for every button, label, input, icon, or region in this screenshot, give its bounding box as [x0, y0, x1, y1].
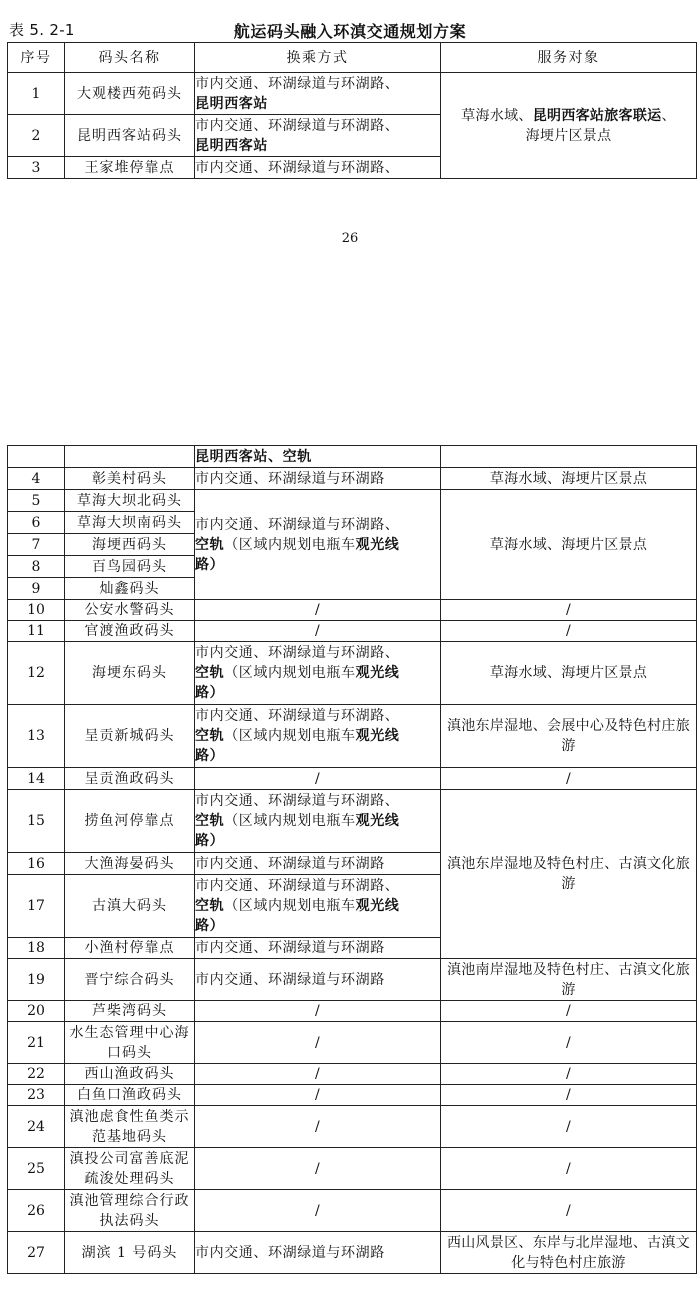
table-row [8, 490, 697, 512]
row-no: 20 [8, 1001, 65, 1022]
row-no: 8 [8, 556, 65, 578]
row-name: 西山渔政码头 [65, 1064, 195, 1085]
row-transfer: / [195, 1148, 441, 1190]
row-service: / [441, 1064, 697, 1085]
table-row [8, 468, 697, 490]
row-service [441, 446, 697, 468]
row-no: 10 [8, 600, 65, 621]
row-name: 官渡渔政码头 [65, 621, 195, 642]
table-caption [0, 0, 700, 42]
table-row [8, 790, 697, 853]
header-no: 序号 [8, 43, 65, 73]
table-row [8, 1085, 697, 1106]
row-transfer: 市内交通、环湖绿道与环湖路、 [195, 157, 441, 179]
row-service: / [441, 600, 697, 621]
row-no: 15 [8, 790, 65, 853]
row-transfer: 市内交通、环湖绿道与环湖路、 空轨（区域内规划电瓶车观光线 路） [195, 642, 441, 705]
row-no: 9 [8, 578, 65, 600]
row-name: 大渔海晏码头 [65, 853, 195, 875]
row-name: 草海大坝南码头 [65, 512, 195, 534]
row-name: 彰美村码头 [65, 468, 195, 490]
row-service: 草海水域、昆明西客站旅客联运、 海埂片区景点 [441, 73, 697, 179]
row-no: 17 [8, 875, 65, 938]
table-row [8, 1106, 697, 1148]
row-name: 灿鑫码头 [65, 578, 195, 600]
row-transfer: / [195, 1190, 441, 1232]
row-name: 百鸟园码头 [65, 556, 195, 578]
row-transfer: 市内交通、环湖绿道与环湖路 [195, 1232, 441, 1274]
row-transfer: 市内交通、环湖绿道与环湖路、 空轨（区域内规划电瓶车观光线 路） [195, 705, 441, 768]
row-name: 王家堆停靠点 [65, 157, 195, 179]
table-row [8, 621, 697, 642]
header-name: 码头名称 [65, 43, 195, 73]
row-transfer: / [195, 768, 441, 790]
row-no: 24 [8, 1106, 65, 1148]
row-no: 1 [8, 73, 65, 115]
row-name: 呈贡新城码头 [65, 705, 195, 768]
row-name: 古滇大码头 [65, 875, 195, 938]
row-no: 13 [8, 705, 65, 768]
row-no: 21 [8, 1022, 65, 1064]
row-transfer: / [195, 621, 441, 642]
table-row [8, 1232, 697, 1274]
row-service: / [441, 621, 697, 642]
row-name: 草海大坝北码头 [65, 490, 195, 512]
row-no: 4 [8, 468, 65, 490]
row-name: 海埂西码头 [65, 534, 195, 556]
row-name: 湖滨 1 号码头 [65, 1232, 195, 1274]
row-transfer: / [195, 1106, 441, 1148]
row-transfer: 市内交通、环湖绿道与环湖路、 空轨（区域内规划电瓶车观光线 路） [195, 490, 441, 600]
row-service: / [441, 1190, 697, 1232]
row-transfer: 昆明西客站、空轨 [195, 446, 441, 468]
table-row-continuation [8, 446, 697, 468]
table-number: 表 5. 2-1 [9, 21, 75, 39]
row-name: 小渔村停靠点 [65, 938, 195, 959]
row-transfer: 市内交通、环湖绿道与环湖路 [195, 468, 441, 490]
row-no: 6 [8, 512, 65, 534]
row-name: 晋宁综合码头 [65, 959, 195, 1001]
row-no: 18 [8, 938, 65, 959]
row-no: 23 [8, 1085, 65, 1106]
header-service: 服务对象 [441, 43, 697, 73]
table-row [8, 705, 697, 768]
row-name: 海埂东码头 [65, 642, 195, 705]
row-service: 滇池东岸湿地、会展中心及特色村庄旅游 [441, 705, 697, 768]
row-name: 滇池虑食性鱼类示范基地码头 [65, 1106, 195, 1148]
row-no: 5 [8, 490, 65, 512]
row-service: / [441, 768, 697, 790]
table-row [8, 1001, 697, 1022]
header-transfer: 换乘方式 [195, 43, 441, 73]
row-transfer: / [195, 1022, 441, 1064]
row-service: 草海水域、海埂片区景点 [441, 490, 697, 600]
row-transfer: 市内交通、环湖绿道与环湖路、 空轨（区域内规划电瓶车观光线 路） [195, 875, 441, 938]
page-number: 26 [341, 231, 359, 246]
row-name: 水生态管理中心海口码头 [65, 1022, 195, 1064]
row-service: 西山风景区、东岸与北岸湿地、古滇文化与特色村庄旅游 [441, 1232, 697, 1274]
row-service: / [441, 1022, 697, 1064]
row-service: / [441, 1106, 697, 1148]
row-name: 白鱼口渔政码头 [65, 1085, 195, 1106]
table-row [8, 642, 697, 705]
table-part-1 [7, 42, 697, 179]
table-row [8, 768, 697, 790]
row-transfer: 市内交通、环湖绿道与环湖路 [195, 959, 441, 1001]
row-no: 26 [8, 1190, 65, 1232]
row-no: 14 [8, 768, 65, 790]
table-row [8, 1148, 697, 1190]
row-name: 芦柴湾码头 [65, 1001, 195, 1022]
row-service: / [441, 1148, 697, 1190]
row-no: 22 [8, 1064, 65, 1085]
row-no: 12 [8, 642, 65, 705]
row-service: 草海水域、海埂片区景点 [441, 468, 697, 490]
row-service: 草海水域、海埂片区景点 [441, 642, 697, 705]
row-no [8, 446, 65, 468]
row-transfer: 市内交通、环湖绿道与环湖路、 空轨（区域内规划电瓶车观光线 路） [195, 790, 441, 853]
row-name: 公安水警码头 [65, 600, 195, 621]
row-name: 大观楼西苑码头 [65, 73, 195, 115]
row-transfer: 市内交通、环湖绿道与环湖路 [195, 853, 441, 875]
table-title: 航运码头融入环滇交通规划方案 [233, 22, 467, 41]
row-name: 捞鱼河停靠点 [65, 790, 195, 853]
row-no: 16 [8, 853, 65, 875]
row-transfer: 市内交通、环湖绿道与环湖路、 昆明西客站 [195, 73, 441, 115]
row-service: 滇池南岸湿地及特色村庄、古滇文化旅游 [441, 959, 697, 1001]
table-part-2 [7, 445, 697, 1274]
row-service: / [441, 1001, 697, 1022]
row-transfer: 市内交通、环湖绿道与环湖路 [195, 938, 441, 959]
row-no: 2 [8, 115, 65, 157]
table-row [8, 959, 697, 1001]
table-row [8, 1190, 697, 1232]
table-row [8, 600, 697, 621]
row-no: 19 [8, 959, 65, 1001]
row-no: 25 [8, 1148, 65, 1190]
row-no: 7 [8, 534, 65, 556]
table-row [8, 73, 697, 115]
table-row [8, 1064, 697, 1085]
table-header-row [8, 43, 697, 73]
row-transfer: / [195, 600, 441, 621]
row-no: 11 [8, 621, 65, 642]
row-transfer: / [195, 1064, 441, 1085]
row-name: 滇池管理综合行政执法码头 [65, 1190, 195, 1232]
row-name: 昆明西客站码头 [65, 115, 195, 157]
row-no: 27 [8, 1232, 65, 1274]
row-transfer: / [195, 1001, 441, 1022]
row-name [65, 446, 195, 468]
table-row [8, 1022, 697, 1064]
row-name: 呈贡渔政码头 [65, 768, 195, 790]
row-transfer: / [195, 1085, 441, 1106]
row-no: 3 [8, 157, 65, 179]
row-name: 滇投公司富善底泥疏浚处理码头 [65, 1148, 195, 1190]
row-service: / [441, 1085, 697, 1106]
row-transfer: 市内交通、环湖绿道与环湖路、 昆明西客站 [195, 115, 441, 157]
row-service: 滇池东岸湿地及特色村庄、古滇文化旅游 [441, 790, 697, 959]
